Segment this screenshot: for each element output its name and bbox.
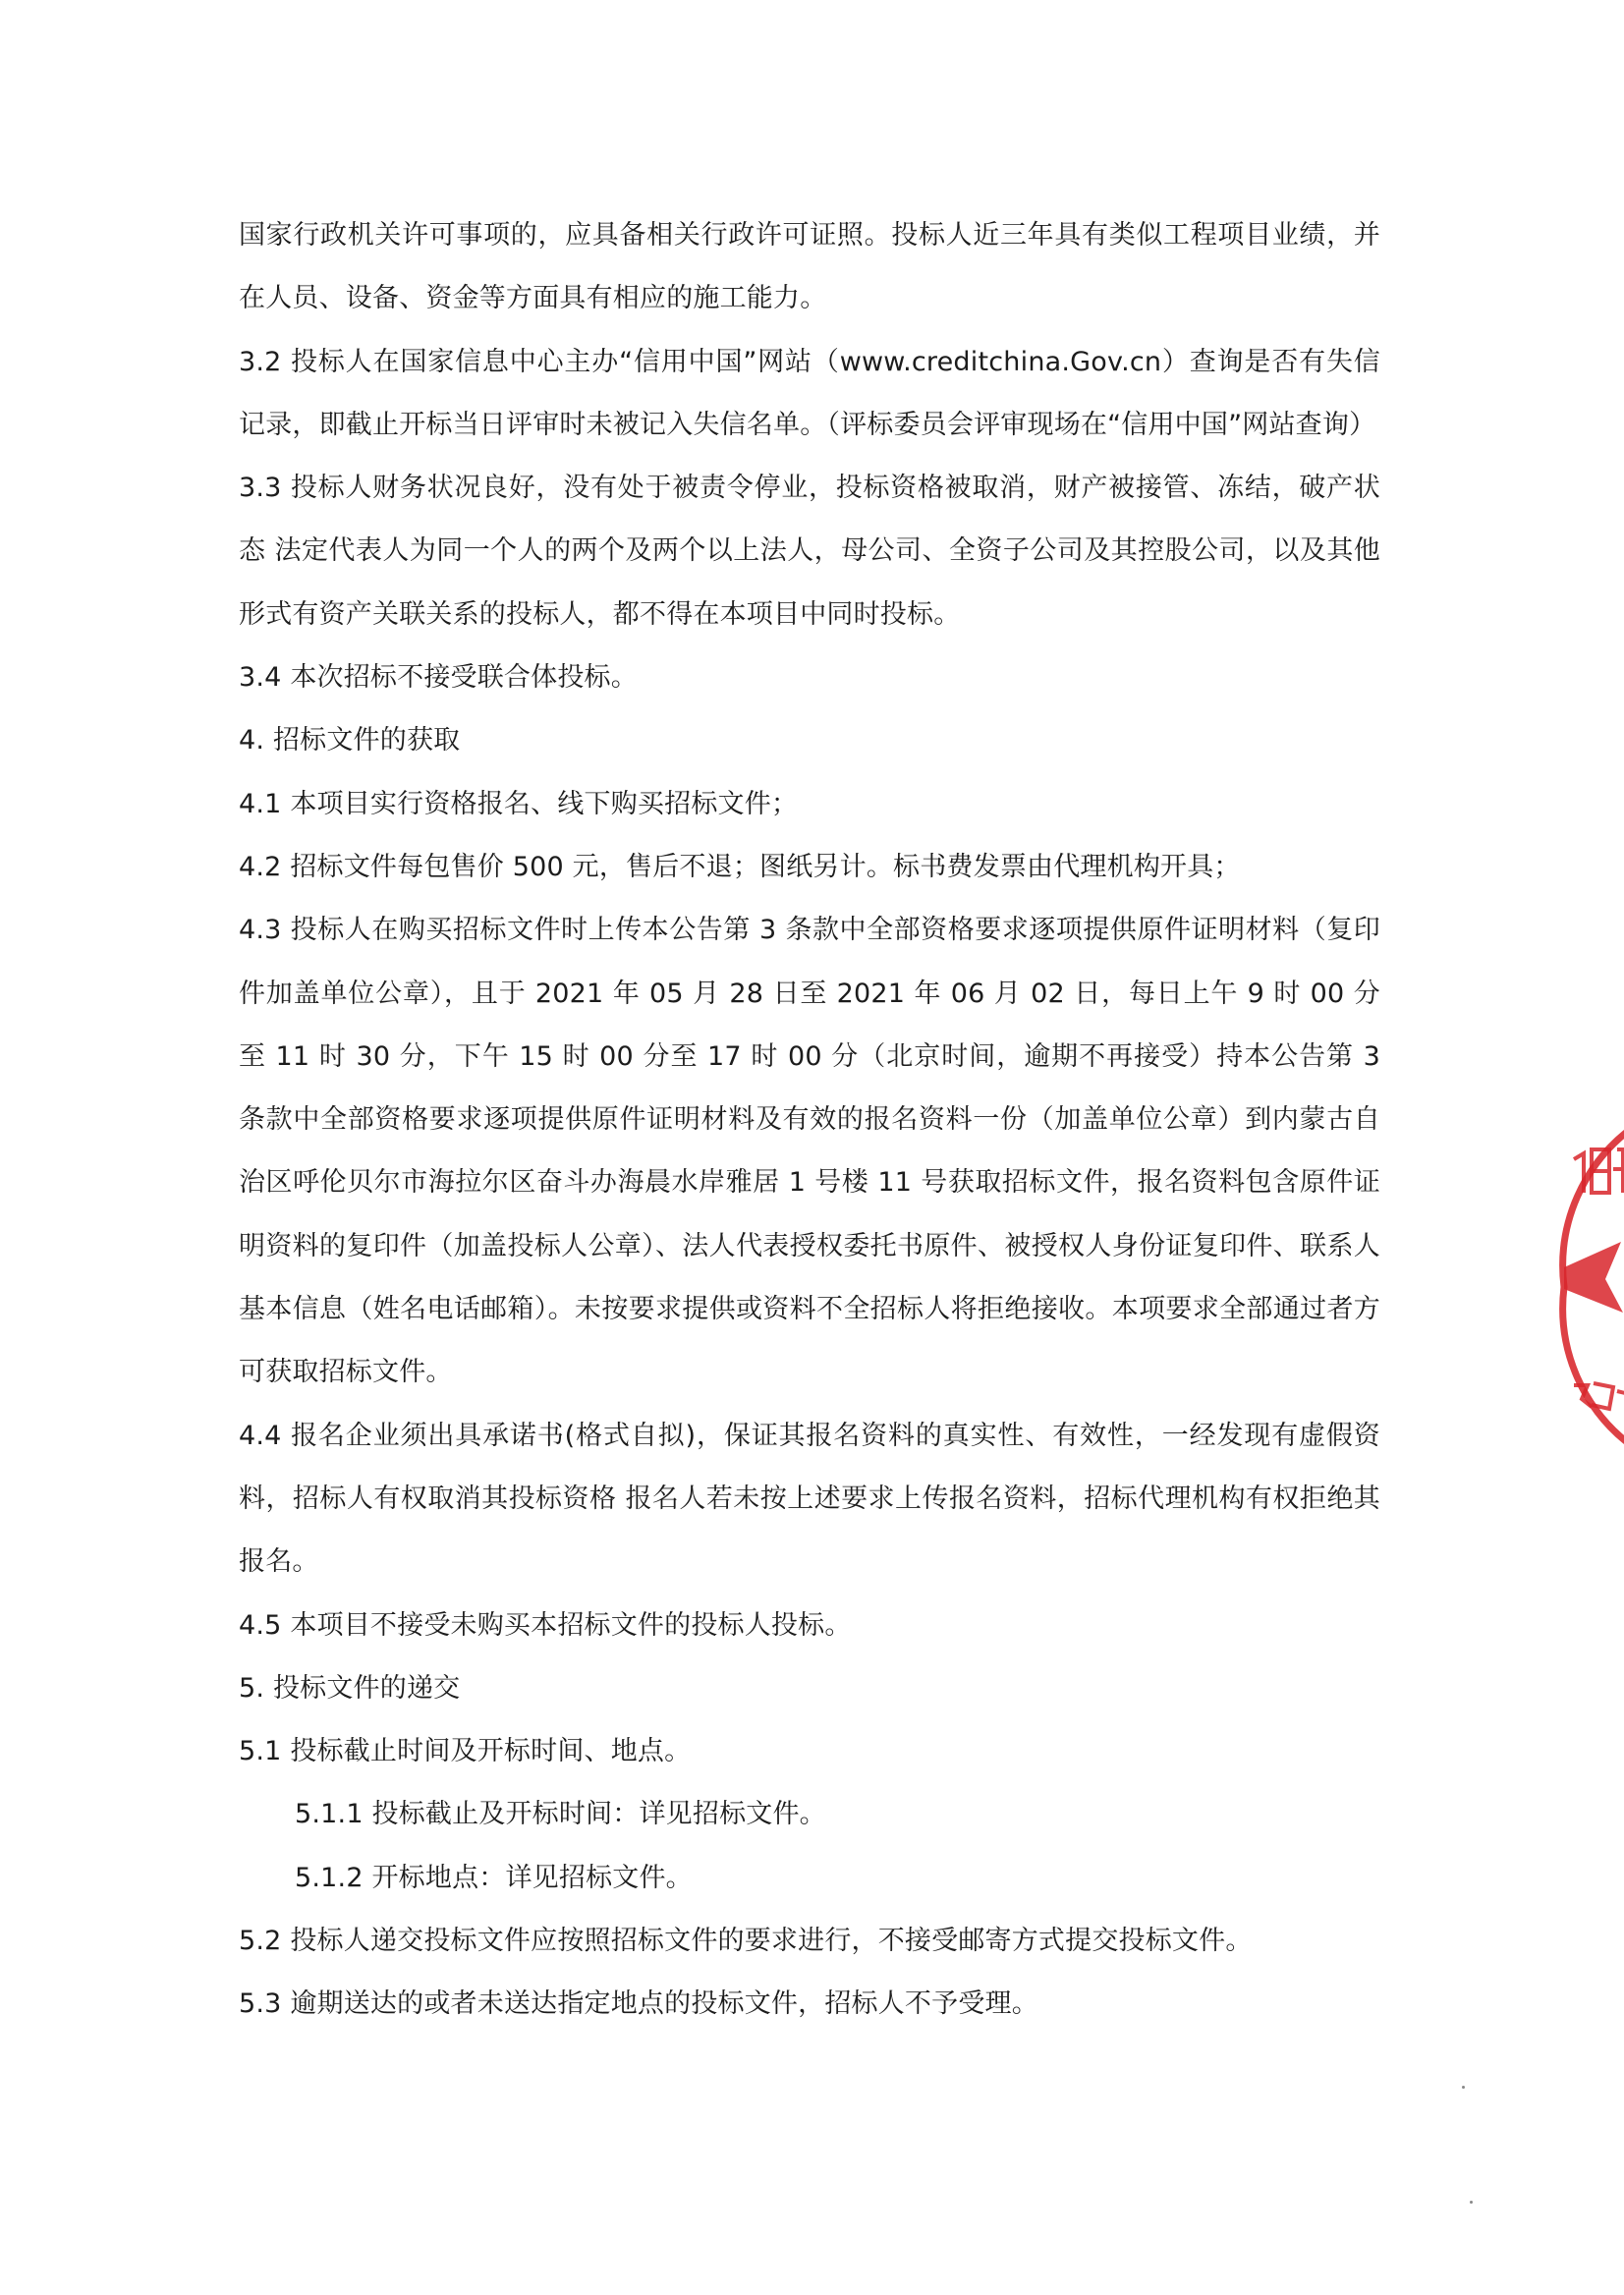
- scan-speck: [1470, 2201, 1473, 2204]
- heading-5: 5. 投标文件的递交: [239, 1672, 461, 1704]
- paragraph-intro: 国家行政机关许可事项的，应具备相关行政许可证照。投标人近三年具有类似工程项目业绩，并在人员、设备、资金等方面具有相应的施工能力。: [239, 220, 1380, 314]
- paragraph-4-2: 4.2 招标文件每包售价 500 元，售后不退；图纸另计。标书费发票由代理机构开具；: [239, 851, 1241, 882]
- paragraph-4-5: 4.5 本项目不接受未购买本招标文件的投标人投标。: [239, 1609, 852, 1641]
- paragraph-4-4: 4.4 报名企业须出具承诺书(格式自拟)，保证其报名资料的真实性、有效性，一经发现有虚假资料，招标人有权取消其投标资格 报名人若未按上述要求上传报名资料，招标代理机构有权拒绝其报名。: [239, 1420, 1380, 1578]
- paragraph-4-1: 4.1 本项目实行资格报名、线下购买招标文件；: [239, 788, 799, 819]
- paragraph-5-1-1: 5.1.1 投标截止及开标时间：详见招标文件。: [295, 1799, 826, 1830]
- paragraph-3-3: 3.3 投标人财务状况良好，没有处于被责令停业，投标资格被取消，财产被接管、冻结，破产状态 法定代表人为同一个人的两个及两个以上法人，母公司、全资子公司及其控股公司，以及其他形式有资产关联关系的投标人，都不得在本项目中同时投标。: [239, 473, 1380, 630]
- paragraph-3-4: 3.4 本次招标不接受联合体投标。: [239, 662, 638, 694]
- scan-speck: [1462, 2086, 1465, 2089]
- paragraph-4-3: 4.3 投标人在购买招标文件时上传本公告第 3 条款中全部资格要求逐项提供原件证明材料（复印件加盖单位公章），且于 2021 年 05 月 28 日至 2021 年 06 月 02 日，每日上午 9 时 00 分至 11 时 30 分，下午 15 时 00 分至 17 时 00 分（北京时间，逾期不再接受）持本公告第 3 条款中全部资格要求逐项提供原件证明材料及有效的报名资料一份（加盖单位公章）到内蒙古自治区呼伦贝尔市海拉尔区奋斗办海晨水岸雅居 1 号楼 11 号获取招标文件，报名资料包含原件证明资料的复印件（加盖投标人公章）、法人代表授权委托书原件、被授权人身份证复印件、联系人基本信息（姓名电话邮箱）。未按要求提供或资料不全招标人将拒绝接收。本项要求全部通过者方可获取招标文件。: [239, 915, 1380, 1388]
- paragraph-5-1-2: 5.1.2 开标地点：详见招标文件。: [295, 1862, 693, 1893]
- red-seal-stamp: [1544, 1120, 1624, 1454]
- heading-4: 4. 招标文件的获取: [239, 725, 461, 756]
- document-body: [239, 204, 1380, 2037]
- paragraph-5-3: 5.3 逾期送达的或者未送达指定地点的投标文件，招标人不予受理。: [239, 1988, 1038, 2020]
- paragraph-5-2: 5.2 投标人递交投标文件应按照招标文件的要求进行，不接受邮寄方式提交投标文件。: [239, 1926, 1253, 1957]
- paragraph-3-2: 3.2 投标人在国家信息中心主办“信用中国”网站（www.creditchina.Gov.cn）查询是否有失信记录，即截止开标当日评审时未被记入失信名单。（评标委员会评审现场在“信用中国”网站查询）: [239, 346, 1380, 440]
- paragraph-5-1: 5.1 投标截止时间及开标时间、地点。: [239, 1736, 692, 1767]
